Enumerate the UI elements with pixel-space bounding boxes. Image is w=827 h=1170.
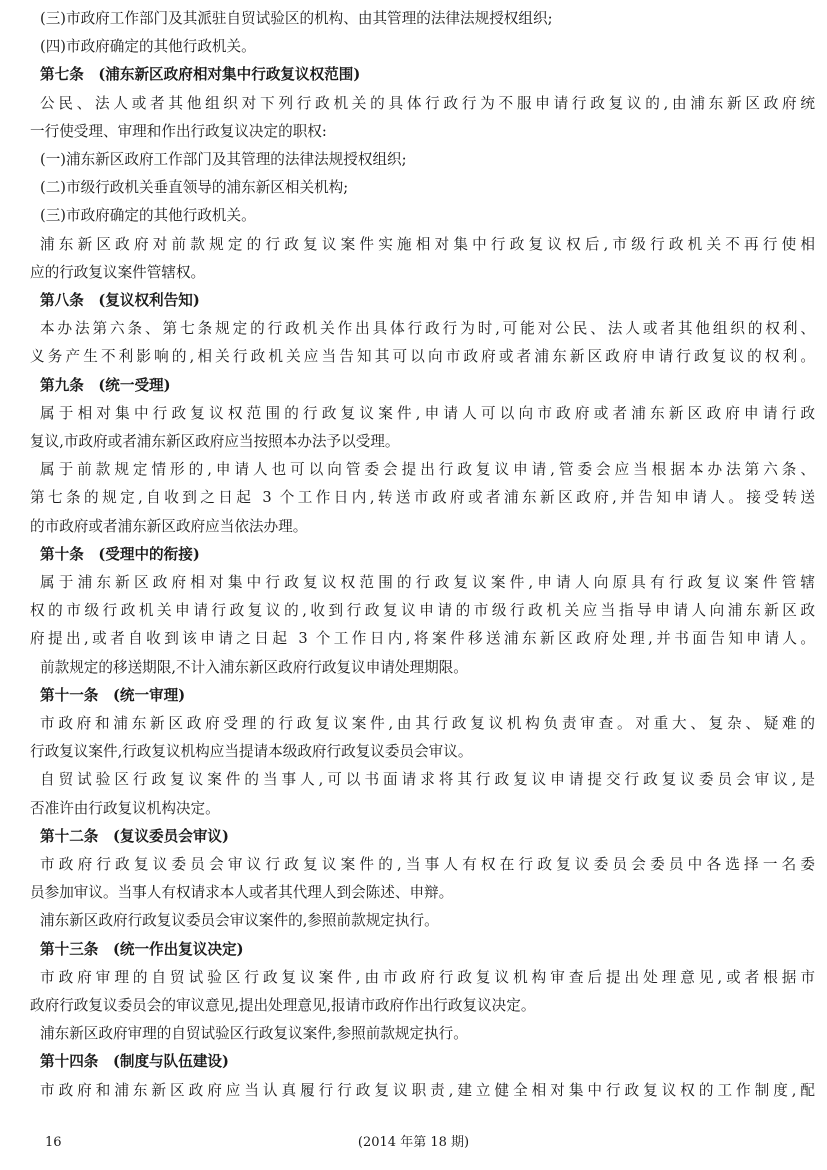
article-heading: 第十条 (受理中的衔接) [40, 545, 200, 563]
text-line: (三)市政府确定的其他行政机关。 [40, 207, 256, 225]
issue-label: (2014 年第 18 期) [357, 1135, 470, 1150]
article-heading: 第十一条 (统一审理) [40, 686, 186, 704]
text-line: 浦东新区政府行政复议委员会审议案件的,参照前款规定执行。 [40, 912, 439, 930]
text-line: (四)市政府确定的其他行政机关。 [40, 38, 256, 56]
article-heading: 第八条 (复议权利告知) [40, 292, 200, 309]
text-line: 第七条的规定,自收到之日起 3 个工作日内,转送市政府或者浦东新区政府,并告知申请人。接受转送 [30, 489, 815, 507]
text-line: 员参加审议。当事人有权请求本人或者其代理人到会陈述、申辩。 [30, 884, 454, 902]
text-line: 属于浦东新区政府相对集中行政复议权范围的行政复议案件,申请人向原具有行政复议案件管辖 [40, 574, 815, 591]
text-line: 的市政府或者浦东新区政府应当依法办理。 [30, 517, 308, 535]
text-line: 市政府审理的自贸试验区行政复议案件,由市政府行政复议机构审查后提出处理意见,或者根据市 [40, 968, 815, 986]
text-line: 行政复议案件,行政复议机构应当提请本级政府行政复议委员会审议。 [30, 743, 473, 761]
article-heading: 第九条 (统一受理) [40, 376, 171, 394]
article-heading: 第十二条 (复议委员会审议) [40, 827, 229, 845]
text-line: (三)市政府工作部门及其派驻自贸试验区的机构、由其管理的法律法规授权组织; [40, 10, 553, 27]
text-line: 自贸试验区行政复议案件的当事人,可以书面请求将其行政复议申请提交行政复议委员会审议,是 [40, 771, 815, 789]
text-line: 市政府行政复议委员会审议行政复议案件的,当事人有权在行政复议委员会委员中各选择一名委 [40, 856, 815, 873]
text-line: 市政府和浦东新区政府受理的行政复议案件,由其行政复议机构负责审查。对重大、复杂、疑难的 [40, 715, 815, 732]
text-line: 浦东新区政府对前款规定的行政复议案件实施相对集中行政复议权后,市级行政机关不再行使相 [40, 235, 815, 253]
text-line: 府提出,或者自收到该申请之日起 3 个工作日内,将案件移送浦东新区政府处理,并书面告知申请人。 [30, 630, 815, 648]
text-line: 权的市级行政机关申请行政复议的,收到行政复议申请的市级行政机关应当指导申请人向浦东新区政 [30, 602, 815, 620]
text-line: 一行使受理、审理和作出行政复议决定的职权: [30, 122, 327, 140]
text-line: 应的行政复议案件管辖权。 [30, 263, 206, 281]
text-line: 前款规定的移送期限,不计入浦东新区政府行政复议申请处理期限。 [40, 658, 468, 676]
text-line: 复议,市政府或者浦东新区政府应当按照本办法予以受理。 [30, 433, 400, 450]
text-line: 属于相对集中行政复议权范围的行政复议案件,申请人可以向市政府或者浦东新区政府申请行政 [40, 404, 815, 422]
article-heading: 第七条 (浦东新区政府相对集中行政复议权范围) [40, 66, 361, 84]
article-heading: 第十四条 (制度与队伍建设) [40, 1053, 229, 1071]
text-line: 本办法第六条、第七条规定的行政机关作出具体行政行为时,可能对公民、法人或者其他组织的权利、 [40, 320, 815, 338]
article-heading: 第十三条 (统一作出复议决定) [40, 940, 244, 958]
text-line: 否准许由行政复议机构决定。 [30, 799, 220, 817]
text-line: 公民、法人或者其他组织对下列行政机关的具体行政行为不服申请行政复议的,由浦东新区政府统 [40, 94, 815, 112]
text-line: 政府行政复议委员会的审议意见,提出处理意见,报请市政府作出行政复议决定。 [30, 997, 536, 1014]
text-line: (二)市级行政机关垂直领导的浦东新区相关机构; [40, 179, 349, 197]
page-number: 16 [45, 1135, 62, 1150]
text-line: 浦东新区政府审理的自贸试验区行政复议案件,参照前款规定执行。 [40, 1025, 468, 1043]
text-line: 市政府和浦东新区政府应当认真履行行政复议职责,建立健全相对集中行政复议权的工作制度,配 [40, 1081, 815, 1099]
text-line: 义务产生不利影响的,相关行政机关应当告知其可以向市政府或者浦东新区政府申请行政复议的权利。 [30, 348, 815, 366]
text-line: (一)浦东新区政府工作部门及其管理的法律法规授权组织; [40, 151, 407, 168]
text-line: 属于前款规定情形的,申请人也可以向管委会提出行政复议申请,管委会应当根据本办法第六条、 [40, 461, 815, 479]
